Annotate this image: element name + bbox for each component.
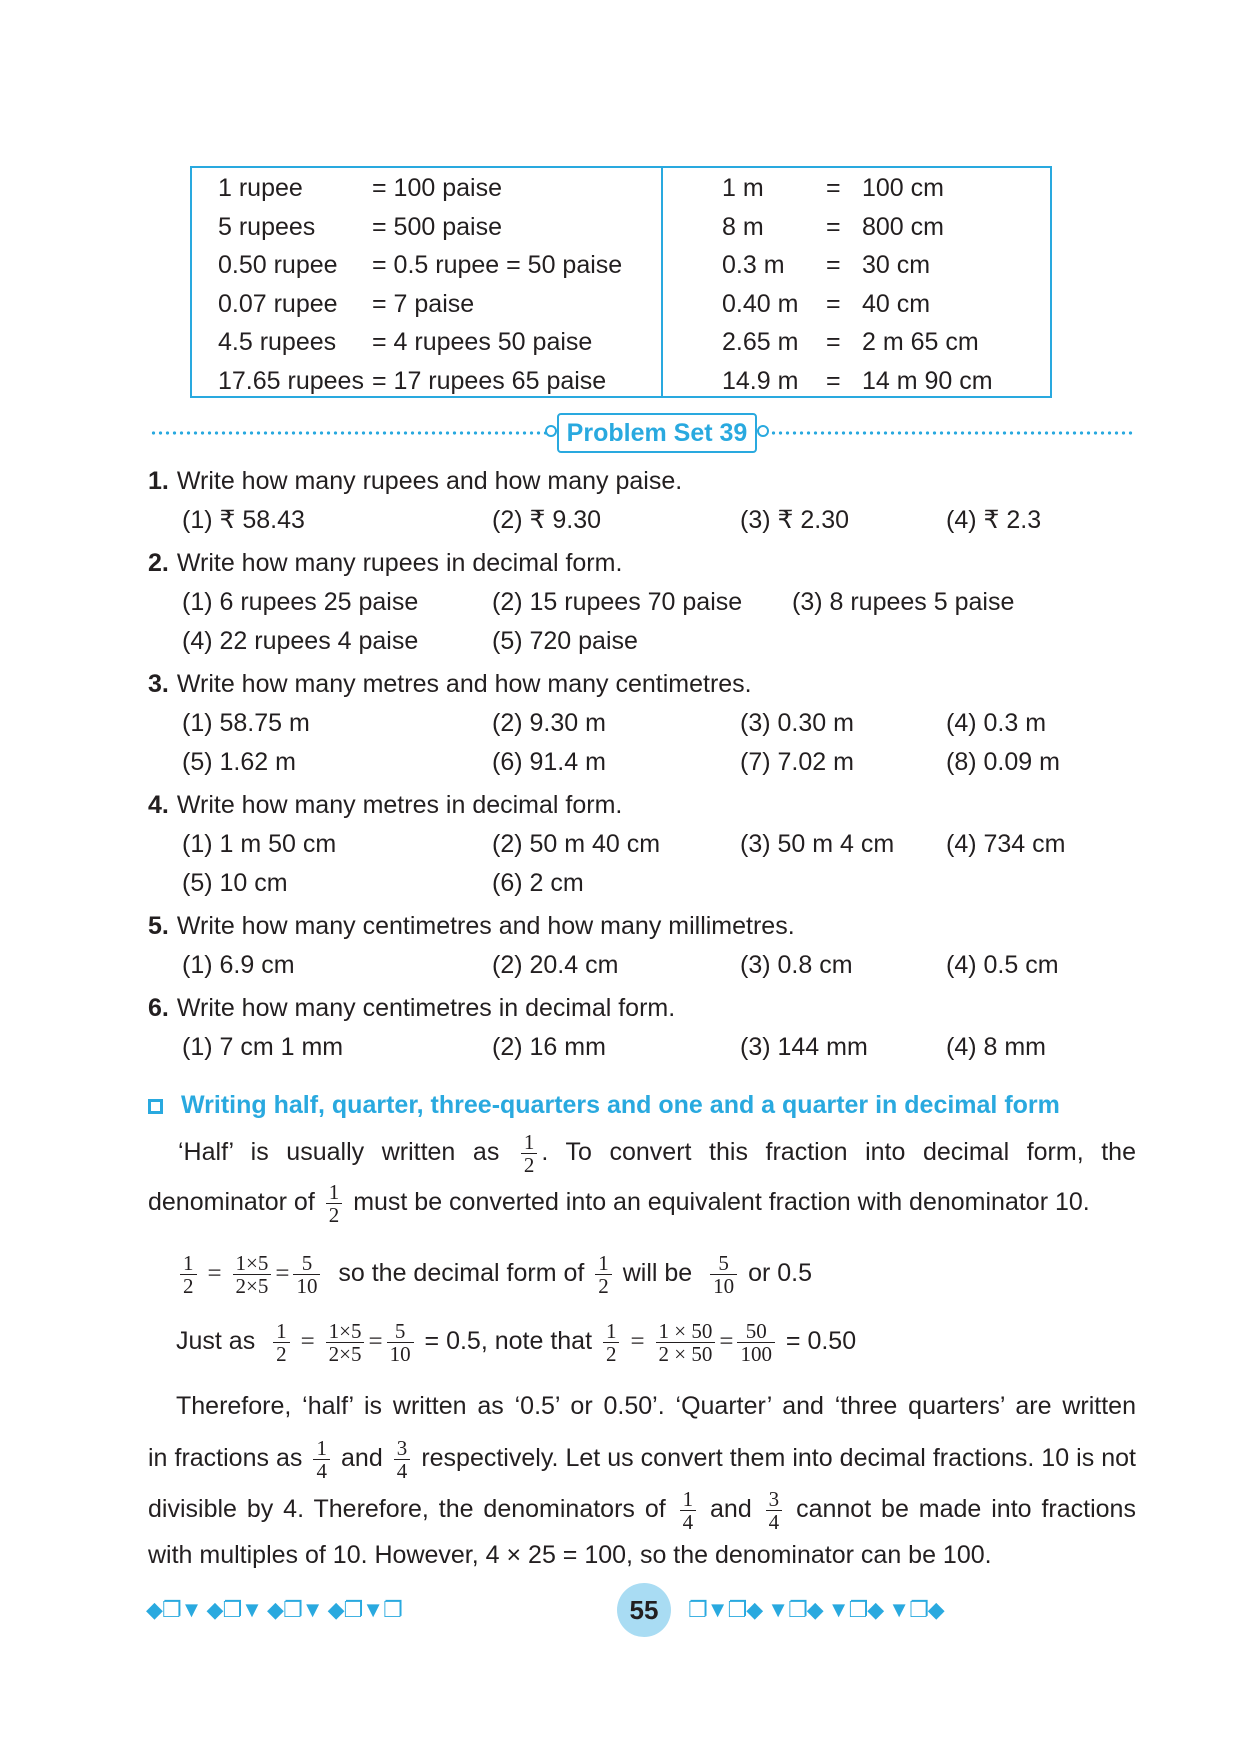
table-cell-right-eq: = [826, 212, 841, 241]
text: or 0.5 [748, 1259, 812, 1288]
question-option: (1) 6 rupees 25 paise [182, 588, 419, 616]
fraction-five-tenths [710, 1252, 737, 1297]
question-option: (3) 0.8 cm [740, 951, 853, 979]
question-option: (2) 50 m 40 cm [492, 830, 661, 858]
question-number: 4. [148, 791, 169, 819]
denominator: 2 × 50 [658, 1342, 713, 1366]
question-text: Write how many centimetres and how many millimetres. [176, 912, 795, 940]
text: Just as [176, 1327, 256, 1356]
numerator: 3 [394, 1437, 411, 1460]
question-text: Write how many metres and how many centimetres. [176, 670, 752, 698]
text: so the decimal form of [338, 1259, 585, 1288]
question-text: Write how many metres in decimal form. [176, 791, 623, 819]
table-cell-left-b: = 0.5 rupee = 50 paise [372, 251, 623, 279]
section-heading [148, 1089, 1060, 1121]
numerator: 5 [293, 1252, 320, 1275]
denominator: 2 [328, 1203, 340, 1227]
conversion-table [190, 166, 1052, 398]
table-cell-right-eq: = [826, 174, 841, 202]
paragraph-half-intro [178, 1131, 1136, 1176]
numerator: 1 [603, 1320, 620, 1343]
question-number: 6. [148, 994, 169, 1022]
denominator: 4 [768, 1510, 780, 1534]
denominator: 4 [316, 1459, 327, 1483]
text: and [341, 1444, 383, 1473]
question-option: (5) 10 cm [182, 869, 288, 897]
equation-line-2 [176, 1320, 1076, 1365]
table-cell-right-b: 800 cm [862, 212, 944, 241]
fraction-one-half [603, 1320, 620, 1365]
paragraph-denominator [148, 1181, 1136, 1226]
question-number: 2. [148, 549, 169, 577]
text: ‘Half’ is usually written as [178, 1138, 500, 1167]
numerator: 1 × 50 [656, 1320, 716, 1343]
text: will be [622, 1259, 693, 1288]
denominator: 2 [598, 1274, 609, 1298]
paragraph-quarters [148, 1437, 1136, 1482]
question-option: (6) 91.4 m [492, 748, 606, 776]
equals-sign: = [207, 1260, 222, 1288]
question-option: (2) 20.4 cm [492, 951, 619, 979]
table-cell-right-b: 40 cm [862, 289, 931, 318]
question-option: (4) ₹ 2.3 [946, 506, 1042, 534]
table-cell-right-a: 8 m [722, 212, 764, 241]
question-text: Write how many rupees in decimal form. [176, 549, 623, 577]
question-option: (7) 7.02 m [740, 748, 854, 776]
table-cell-right-a: 0.40 m [722, 289, 799, 318]
table-cell-left-b: = 17 rupees 65 paise [372, 366, 607, 395]
question-option: (5) 1.62 m [182, 748, 296, 776]
numerator: 50 [737, 1320, 775, 1343]
fraction-five-tenths [293, 1252, 320, 1297]
numerator: 1 [595, 1252, 612, 1275]
denominator: 100 [740, 1342, 772, 1366]
numerator: 5 [387, 1320, 414, 1343]
text: in fractions as [148, 1444, 303, 1473]
text: denominator of [148, 1188, 315, 1217]
equals-sign: = [275, 1260, 290, 1288]
fraction-three-quarters [766, 1488, 783, 1533]
numerator: 1 [273, 1320, 290, 1343]
denominator: 2×5 [235, 1274, 269, 1298]
numerator: 5 [710, 1252, 737, 1275]
table-cell-right-a: 2.65 m [722, 328, 799, 356]
table-cell-right-eq: = [826, 366, 841, 395]
fraction-one-half [273, 1320, 290, 1365]
numerator: 1×5 [326, 1320, 365, 1343]
question-option: (2) 15 rupees 70 paise [492, 588, 743, 616]
denominator: 2 [605, 1342, 617, 1366]
table-cell-right-eq: = [826, 289, 841, 318]
table-divider [661, 168, 663, 396]
problem-set-title: Problem Set 39 [557, 413, 757, 453]
equals-sign: = [719, 1328, 734, 1356]
text: respectively. Let us convert them into decimal fractions. 10 is not [421, 1444, 1136, 1473]
equation-line-1 [176, 1252, 1076, 1297]
text: cannot be made into fractions [796, 1495, 1136, 1524]
table-cell-left-a: 17.65 rupees [218, 366, 364, 395]
footer-ornament-left: ◆❐▼ ◆❐▼ ◆❐▼ ◆❐▼❐ [146, 1597, 402, 1622]
question-text: Write how many centimetres in decimal form. [176, 994, 676, 1022]
text: = 0.5, note that [424, 1327, 593, 1356]
question-option: (3) 144 mm [740, 1033, 868, 1061]
fraction-five-tenths [387, 1320, 414, 1365]
question-option: (8) 0.09 m [946, 748, 1060, 776]
table-cell-right-eq: = [826, 251, 841, 279]
table-cell-right-b: 30 cm [862, 251, 931, 279]
dotted-rule-right [770, 431, 1135, 435]
fraction-one-half [180, 1252, 197, 1297]
paragraph-therefore [176, 1390, 1136, 1422]
fraction-one-half [521, 1131, 538, 1176]
footer-ornament-right: ❐▼❐◆ ▼❐◆ ▼❐◆ ▼❐◆ [688, 1597, 944, 1622]
denominator: 10 [296, 1274, 318, 1298]
question-option: (2) 16 mm [492, 1033, 606, 1061]
question-text: Write how many rupees and how many paise. [176, 467, 683, 495]
table-cell-right-a: 1 m [722, 174, 764, 202]
text: = 0.50 [785, 1327, 857, 1356]
denominator: 10 [389, 1342, 411, 1366]
fraction-1x5-over-2x5 [326, 1320, 365, 1365]
numerator: 1 [326, 1181, 343, 1204]
fraction-1x5-over-2x5 [233, 1252, 272, 1297]
ring-ornament-right [757, 425, 769, 437]
numerator: 1 [313, 1437, 330, 1460]
denominator: 10 [713, 1274, 735, 1298]
question-number: 5. [148, 912, 169, 940]
question-number: 3. [148, 670, 169, 698]
fraction-one-quarter [313, 1437, 330, 1482]
fraction-one-half [326, 1181, 343, 1226]
question-number: 1. [148, 467, 169, 495]
section-heading-text: Writing half, quarter, three-quarters and one and a quarter in decimal form [181, 1091, 1060, 1119]
question-option: (4) 0.3 m [946, 709, 1047, 737]
fraction-1x50-over-2x50 [656, 1320, 716, 1365]
table-cell-right-b: 100 cm [862, 174, 944, 202]
question-4 [148, 789, 622, 821]
text: and [710, 1495, 752, 1524]
question-option: (3) ₹ 2.30 [740, 506, 850, 534]
question-option: (5) 720 paise [492, 627, 638, 655]
checkbox-square-icon [148, 1099, 163, 1114]
question-option: (6) 2 cm [492, 869, 584, 897]
numerator: 3 [766, 1488, 783, 1511]
table-cell-left-a: 4.5 rupees [218, 328, 337, 356]
denominator: 4 [682, 1510, 694, 1534]
table-cell-right-a: 14.9 m [722, 366, 799, 395]
denominator: 2×5 [328, 1342, 362, 1366]
text: . To convert this fraction into decimal form, the [541, 1138, 1136, 1167]
table-cell-left-b: = 7 paise [372, 289, 475, 318]
question-option: (1) 7 cm 1 mm [182, 1033, 344, 1061]
fraction-one-half [595, 1252, 612, 1297]
text: divisible by 4. Therefore, the denominators of [148, 1495, 666, 1524]
fraction-three-quarters [394, 1437, 411, 1482]
text: must be converted into an equivalent fraction with denominator 10. [353, 1188, 1090, 1217]
question-option: (3) 8 rupees 5 paise [792, 588, 1015, 616]
table-cell-right-a: 0.3 m [722, 251, 785, 279]
question-option: (4) 734 cm [946, 830, 1066, 858]
question-option: (3) 50 m 4 cm [740, 830, 895, 858]
question-5 [148, 910, 795, 942]
table-cell-left-a: 0.50 rupee [218, 251, 338, 279]
denominator: 4 [396, 1459, 408, 1483]
question-option: (3) 0.30 m [740, 709, 854, 737]
table-cell-left-a: 0.07 rupee [218, 289, 338, 318]
numerator: 1 [521, 1131, 538, 1154]
text: with multiples of 10. However, 4 × 25 = 100, so the denominator can be 100. [148, 1541, 992, 1569]
fraction-one-quarter [680, 1488, 697, 1533]
table-cell-left-a: 5 rupees [218, 212, 316, 241]
page-number: 55 [617, 1583, 671, 1637]
denominator: 2 [276, 1342, 287, 1366]
ring-ornament-left [545, 425, 557, 437]
question-option: (1) 58.75 m [182, 709, 310, 737]
question-option: (1) 1 m 50 cm [182, 830, 337, 858]
fraction-fifty-hundredths [737, 1320, 775, 1365]
equals-sign: = [368, 1328, 383, 1356]
numerator: 1 [680, 1488, 697, 1511]
table-cell-left-b: = 100 paise [372, 174, 502, 202]
question-6 [148, 992, 675, 1024]
question-option: (2) ₹ 9.30 [492, 506, 602, 534]
question-3 [148, 668, 752, 700]
dotted-rule-left [150, 431, 546, 435]
numerator: 1×5 [233, 1252, 272, 1275]
table-cell-right-b: 14 m 90 cm [862, 366, 993, 395]
numerator: 1 [180, 1252, 197, 1275]
denominator: 2 [183, 1274, 194, 1298]
question-1 [148, 465, 682, 497]
table-cell-left-a: 1 rupee [218, 174, 303, 202]
equals-sign: = [630, 1328, 645, 1356]
question-option: (1) ₹ 58.43 [182, 506, 305, 534]
paragraph-divisible [148, 1488, 1136, 1533]
table-cell-left-b: = 4 rupees 50 paise [372, 328, 593, 356]
text: Therefore, ‘half’ is written as ‘0.5’ or 0.50’. ‘Quarter’ and ‘three quarters’ are written [176, 1392, 1136, 1420]
equals-sign: = [300, 1328, 315, 1356]
question-option: (2) 9.30 m [492, 709, 606, 737]
question-option: (4) 22 rupees 4 paise [182, 627, 419, 655]
table-cell-left-b: = 500 paise [372, 212, 502, 241]
question-option: (4) 8 mm [946, 1033, 1046, 1061]
denominator: 2 [523, 1153, 535, 1177]
question-2 [148, 547, 622, 579]
question-option: (1) 6.9 cm [182, 951, 295, 979]
paragraph-multiples [148, 1539, 1136, 1571]
table-cell-right-eq: = [826, 328, 841, 356]
question-option: (4) 0.5 cm [946, 951, 1059, 979]
table-cell-right-b: 2 m 65 cm [862, 328, 979, 356]
